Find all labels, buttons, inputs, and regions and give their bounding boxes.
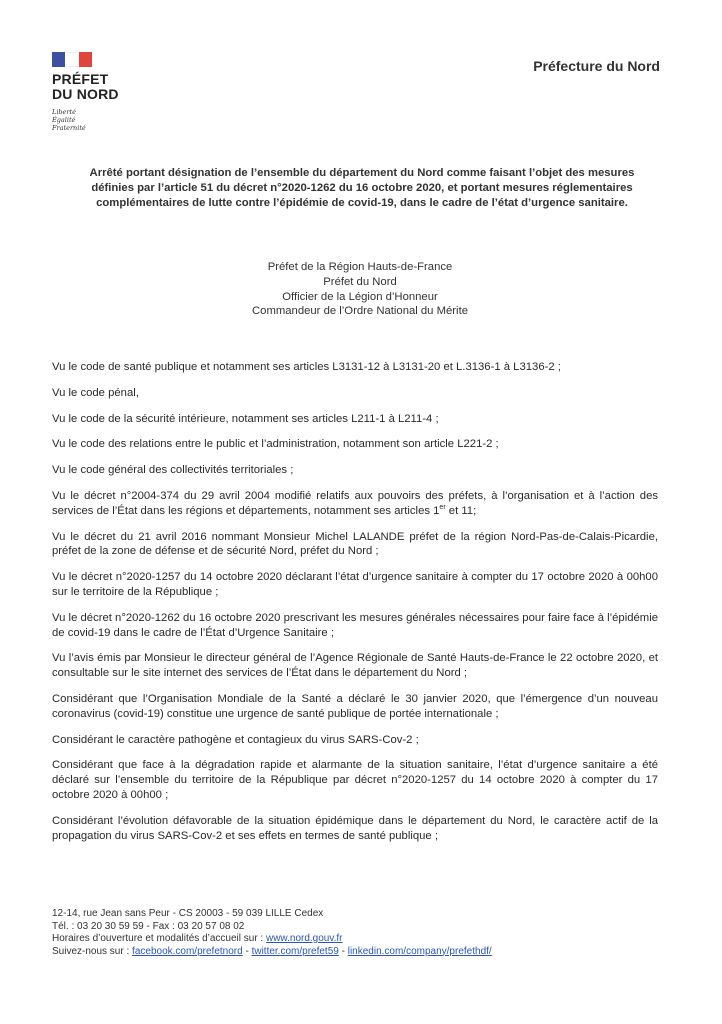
footer-separator: - (242, 945, 252, 957)
logo-text-prefet: PRÉFET (52, 71, 109, 87)
paragraph-13: Considérant que face à la dégradation rapide et alarmante de la situation sanitaire, l’état d’urgence sanitaire a été déclaré sur l’ensemble du territoire de la République par décret n°2020-1257 du 14 octobre 2020 à compter du 17 octobre 2020 à 00h00 ; (52, 759, 658, 801)
paragraph-4: Vu le code des relations entre le public et l’administration, notamment son article L221-2 ; (52, 438, 499, 451)
title-line-1: Arrêté portant désignation de l’ensemble du département du Nord comme faisant l’objet des mesures (89, 167, 635, 179)
intro-line-2: Préfet du Nord (323, 275, 397, 288)
motto (52, 108, 172, 132)
prefecture-header: Préfecture du Nord (533, 58, 660, 74)
linkedin-link[interactable]: linkedin.com/company/prefethdf/ (347, 945, 492, 957)
paragraph-10: Vu l’avis émis par Monsieur le directeur général de l’Agence Régionale de Santé Hauts-de-France le 22 octobre 2020, et consultable sur le site internet des services de l’État dans le département du Nord ; (52, 652, 658, 680)
prefect-intro (140, 260, 580, 319)
document-title (56, 166, 668, 210)
twitter-link[interactable]: twitter.com/prefet59 (251, 945, 339, 957)
motto-fraternite: Fraternité (52, 124, 86, 132)
document-body (52, 360, 658, 854)
footer-hours-label: Horaires d’ouverture et modalités d’accueil sur : (52, 933, 266, 944)
paragraph-6-end: et 11; (445, 504, 477, 517)
intro-line-3: Officier de la Légion d’Honneur (282, 290, 438, 303)
intro-line-1: Préfet de la Région Hauts-de-France (267, 261, 453, 273)
paragraph-5: Vu le code général des collectivités territoriales ; (52, 464, 294, 477)
footer-social (52, 946, 672, 959)
paragraph-6 (52, 489, 658, 519)
facebook-link[interactable]: facebook.com/prefetnord (132, 945, 243, 957)
motto-liberte: Liberté (52, 108, 76, 116)
footer-follow-label: Suivez-nous sur : (52, 945, 133, 957)
paragraph-9: Vu le décret n°2020-1262 du 16 octobre 2020 prescrivant les mesures générales nécessaires pour faire face à l’épidémie de covid-19 dans le cadre de l’État d’Urgence Sanitaire ; (52, 611, 658, 639)
title-line-3: complémentaires de lutte contre l’épidémie de covid-19, dans le cadre de l’état d’urgence sanitaire. (96, 196, 628, 209)
french-flag-icon (52, 52, 92, 67)
prefet-logo (52, 52, 172, 132)
paragraph-12: Considérant le caractère pathogène et contagieux du virus SARS-Cov-2 ; (52, 733, 419, 746)
paragraph-2: Vu le code pénal, (52, 386, 139, 399)
website-link[interactable]: www.nord.gouv.fr (265, 933, 343, 944)
paragraph-3: Vu le code de la sécurité intérieure, notamment ses articles L211-1 à L211-4 ; (52, 412, 439, 425)
motto-egalite: Égalité (52, 116, 76, 124)
paragraph-6-text: Vu le décret n°2004-374 du 29 avril 2004 modifié relatifs aux pouvoirs des préfets, à l’organisation et à l’action des services de l’État dans les régions et départements, notamment ses articles 1 (52, 489, 658, 517)
logo-text-du-nord: DU NORD (52, 86, 119, 102)
page-footer (52, 908, 672, 958)
footer-separator: - (338, 945, 348, 957)
paragraph-7: Vu le décret du 21 avril 2016 nommant Monsieur Michel LALANDE préfet de la région Nord-Pas-de-Calais-Picardie, préfet de la zone de défense et de sécurité Nord, préfet du Nord ; (52, 530, 658, 558)
paragraph-11: Considérant que l’Organisation Mondiale de la Santé a déclaré le 30 janvier 2020, que l’émergence d’un nouveau coronavirus (covid-19) constitue une urgence de santé publique de portée internationale ; (52, 692, 658, 720)
footer-phone: Tél. : 03 20 30 59 59 - Fax : 03 20 57 08 02 (52, 920, 245, 932)
footer-address: 12-14, rue Jean sans Peur - CS 20003 - 59 039 LILLE Cedex (52, 908, 324, 919)
footer-hours (52, 933, 672, 946)
intro-line-4: Commandeur de l’Ordre National du Mérite (252, 305, 468, 318)
paragraph-14: Considérant l’évolution défavorable de la situation épidémique dans le département du Nord, le caractère actif de la propagation du virus SARS-Cov-2 et ses effets en termes de santé publique ; (52, 814, 658, 842)
paragraph-8: Vu le décret n°2020-1257 du 14 octobre 2020 déclarant l’état d’urgence sanitaire à compter du 17 octobre 2020 à 00h00 sur le territoire de la République ; (52, 571, 658, 598)
title-line-2: définies par l’article 51 du décret n°2020-1262 du 16 octobre 2020, et portant mesures réglementaires (91, 181, 633, 194)
paragraph-1: Vu le code de santé publique et notamment ses articles L3131-12 à L3131-20 et L.3136-1 à L3136-2 ; (52, 361, 561, 373)
paragraph-6-superscript: er (439, 504, 446, 512)
